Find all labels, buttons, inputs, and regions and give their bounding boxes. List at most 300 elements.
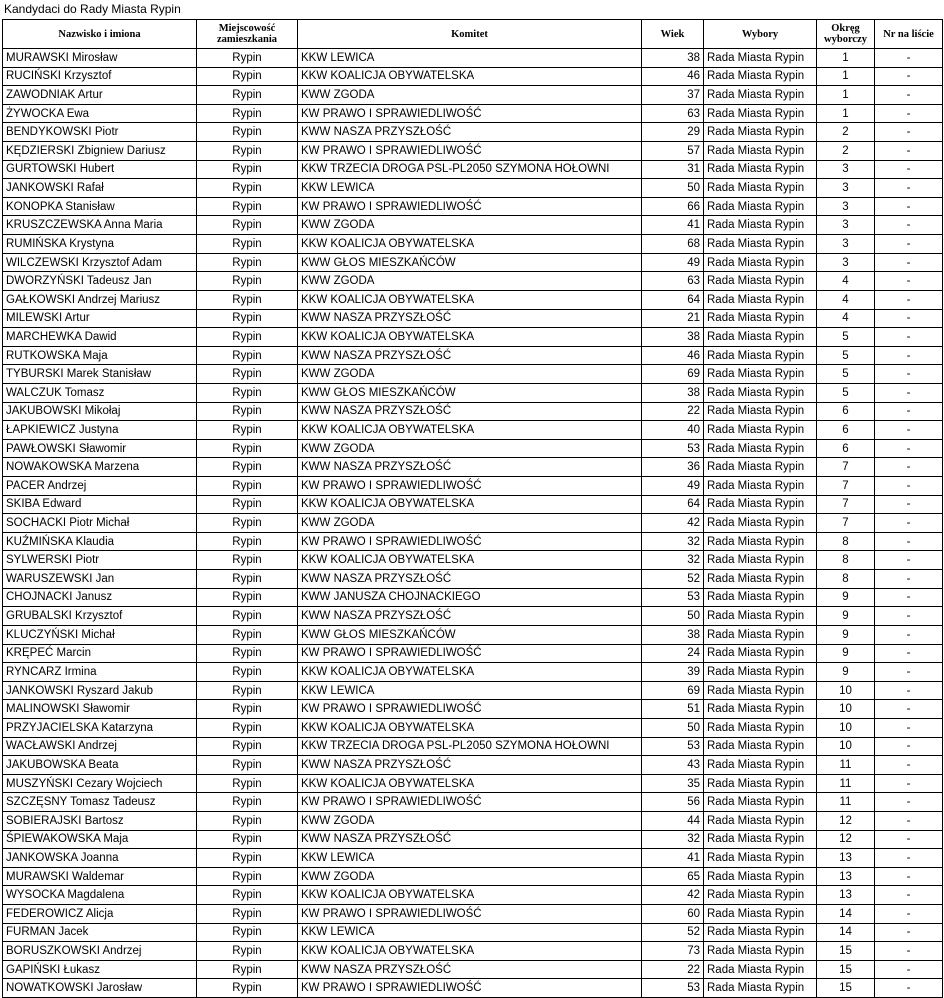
cell-name: JAKUBOWSKA Beata — [3, 756, 197, 775]
cell-name: BENDYKOWSKI Piotr — [3, 123, 197, 142]
table-row — [3, 756, 943, 775]
cell-district: 9 — [817, 644, 875, 663]
cell-district: 2 — [817, 123, 875, 142]
cell-district: 6 — [817, 421, 875, 440]
cell-city: Rypin — [197, 756, 298, 775]
cell-age: 22 — [642, 960, 704, 979]
cell-election: Rada Miasta Rypin — [704, 588, 817, 607]
cell-district: 11 — [817, 774, 875, 793]
header-city: Miejscowość zamieszkania — [197, 20, 298, 49]
cell-age: 40 — [642, 421, 704, 440]
cell-name: PACER Andrzej — [3, 477, 197, 496]
cell-city: Rypin — [197, 160, 298, 179]
cell-city: Rypin — [197, 67, 298, 86]
cell-name: KRĘPEĆ Marcin — [3, 644, 197, 663]
cell-election: Rada Miasta Rypin — [704, 197, 817, 216]
cell-committee: KKW LEWICA — [298, 681, 642, 700]
cell-district: 5 — [817, 328, 875, 347]
table-row — [3, 774, 943, 793]
cell-age: 69 — [642, 681, 704, 700]
cell-district: 10 — [817, 718, 875, 737]
cell-committee: KWW ZGODA — [298, 439, 642, 458]
cell-district: 7 — [817, 477, 875, 496]
cell-list-number: - — [875, 197, 943, 216]
cell-election: Rada Miasta Rypin — [704, 551, 817, 570]
cell-election: Rada Miasta Rypin — [704, 979, 817, 998]
cell-list-number: - — [875, 663, 943, 682]
cell-committee: KWW NASZA PRZYSZŁOŚĆ — [298, 346, 642, 365]
table-row — [3, 570, 943, 589]
cell-name: RYNCARZ Irmina — [3, 663, 197, 682]
candidates-table — [2, 19, 943, 998]
table-row — [3, 272, 943, 291]
cell-city: Rypin — [197, 923, 298, 942]
cell-name: FEDEROWICZ Alicja — [3, 905, 197, 924]
table-row — [3, 849, 943, 868]
cell-district: 7 — [817, 495, 875, 514]
table-row — [3, 309, 943, 328]
cell-age: 38 — [642, 383, 704, 402]
cell-election: Rada Miasta Rypin — [704, 570, 817, 589]
cell-city: Rypin — [197, 570, 298, 589]
cell-city: Rypin — [197, 458, 298, 477]
cell-age: 32 — [642, 830, 704, 849]
cell-district: 15 — [817, 960, 875, 979]
cell-city: Rypin — [197, 663, 298, 682]
cell-list-number: - — [875, 328, 943, 347]
table-row — [3, 421, 943, 440]
cell-city: Rypin — [197, 588, 298, 607]
table-row — [3, 67, 943, 86]
cell-district: 5 — [817, 383, 875, 402]
table-row — [3, 923, 943, 942]
header-committee: Komitet — [298, 20, 642, 49]
cell-name: MILEWSKI Artur — [3, 309, 197, 328]
table-row — [3, 886, 943, 905]
cell-committee: KWW NASZA PRZYSZŁOŚĆ — [298, 309, 642, 328]
cell-committee: KWW ZGODA — [298, 867, 642, 886]
cell-election: Rada Miasta Rypin — [704, 253, 817, 272]
cell-name: FURMAN Jacek — [3, 923, 197, 942]
table-row — [3, 625, 943, 644]
cell-name: BORUSZKOWSKI Andrzej — [3, 942, 197, 961]
cell-election: Rada Miasta Rypin — [704, 383, 817, 402]
cell-age: 32 — [642, 551, 704, 570]
cell-election: Rada Miasta Rypin — [704, 439, 817, 458]
cell-age: 56 — [642, 793, 704, 812]
cell-committee: KWW NASZA PRZYSZŁOŚĆ — [298, 458, 642, 477]
cell-age: 42 — [642, 886, 704, 905]
cell-election: Rada Miasta Rypin — [704, 104, 817, 123]
cell-district: 3 — [817, 197, 875, 216]
cell-list-number: - — [875, 830, 943, 849]
cell-age: 31 — [642, 160, 704, 179]
cell-district: 13 — [817, 867, 875, 886]
cell-list-number: - — [875, 774, 943, 793]
cell-city: Rypin — [197, 383, 298, 402]
cell-election: Rada Miasta Rypin — [704, 960, 817, 979]
cell-age: 43 — [642, 756, 704, 775]
cell-age: 50 — [642, 179, 704, 198]
table-row — [3, 700, 943, 719]
cell-list-number: - — [875, 235, 943, 254]
table-row — [3, 681, 943, 700]
cell-age: 50 — [642, 607, 704, 626]
cell-committee: KKW KOALICJA OBYWATELSKA — [298, 718, 642, 737]
cell-name: SOCHACKI Piotr Michał — [3, 514, 197, 533]
table-row — [3, 905, 943, 924]
cell-list-number: - — [875, 979, 943, 998]
cell-committee: KKW KOALICJA OBYWATELSKA — [298, 235, 642, 254]
cell-name: MUSZYŃSKI Cezary Wojciech — [3, 774, 197, 793]
table-row — [3, 123, 943, 142]
cell-name: JANKOWSKI Ryszard Jakub — [3, 681, 197, 700]
cell-district: 7 — [817, 514, 875, 533]
cell-city: Rypin — [197, 495, 298, 514]
cell-city: Rypin — [197, 979, 298, 998]
cell-committee: KW PRAWO I SPRAWIEDLIWOŚĆ — [298, 142, 642, 161]
header-election: Wybory — [704, 20, 817, 49]
cell-committee: KW PRAWO I SPRAWIEDLIWOŚĆ — [298, 197, 642, 216]
table-row — [3, 514, 943, 533]
cell-age: 29 — [642, 123, 704, 142]
cell-election: Rada Miasta Rypin — [704, 700, 817, 719]
cell-city: Rypin — [197, 681, 298, 700]
cell-age: 69 — [642, 365, 704, 384]
cell-committee: KW PRAWO I SPRAWIEDLIWOŚĆ — [298, 644, 642, 663]
header-name: Nazwisko i imiona — [3, 20, 197, 49]
cell-district: 10 — [817, 681, 875, 700]
cell-district: 13 — [817, 886, 875, 905]
cell-city: Rypin — [197, 402, 298, 421]
cell-district: 1 — [817, 49, 875, 68]
cell-election: Rada Miasta Rypin — [704, 905, 817, 924]
cell-committee: KWW ZGODA — [298, 811, 642, 830]
cell-age: 64 — [642, 290, 704, 309]
cell-committee: KWW GŁOS MIESZKAŃCÓW — [298, 383, 642, 402]
cell-name: GURTOWSKI Hubert — [3, 160, 197, 179]
cell-list-number: - — [875, 365, 943, 384]
cell-election: Rada Miasta Rypin — [704, 346, 817, 365]
cell-city: Rypin — [197, 830, 298, 849]
cell-district: 3 — [817, 179, 875, 198]
cell-district: 1 — [817, 104, 875, 123]
cell-list-number: - — [875, 532, 943, 551]
cell-committee: KKW TRZECIA DROGA PSL-PL2050 SZYMONA HOŁOWNI — [298, 737, 642, 756]
cell-age: 36 — [642, 458, 704, 477]
cell-list-number: - — [875, 756, 943, 775]
cell-district: 8 — [817, 570, 875, 589]
cell-age: 49 — [642, 253, 704, 272]
table-row — [3, 811, 943, 830]
cell-committee: KWW NASZA PRZYSZŁOŚĆ — [298, 756, 642, 775]
table-row — [3, 532, 943, 551]
cell-list-number: - — [875, 104, 943, 123]
cell-election: Rada Miasta Rypin — [704, 774, 817, 793]
header-row — [3, 20, 943, 49]
table-row — [3, 718, 943, 737]
cell-age: 65 — [642, 867, 704, 886]
cell-committee: KKW KOALICJA OBYWATELSKA — [298, 421, 642, 440]
header-list-number: Nr na liście — [875, 20, 943, 49]
cell-election: Rada Miasta Rypin — [704, 849, 817, 868]
cell-list-number: - — [875, 495, 943, 514]
cell-city: Rypin — [197, 849, 298, 868]
cell-committee: KKW KOALICJA OBYWATELSKA — [298, 942, 642, 961]
cell-name: JANKOWSKA Joanna — [3, 849, 197, 868]
cell-election: Rada Miasta Rypin — [704, 179, 817, 198]
cell-list-number: - — [875, 867, 943, 886]
cell-city: Rypin — [197, 421, 298, 440]
cell-age: 50 — [642, 718, 704, 737]
cell-list-number: - — [875, 49, 943, 68]
cell-committee: KKW LEWICA — [298, 849, 642, 868]
table-row — [3, 793, 943, 812]
table-row — [3, 160, 943, 179]
cell-age: 53 — [642, 737, 704, 756]
cell-election: Rada Miasta Rypin — [704, 663, 817, 682]
cell-list-number: - — [875, 160, 943, 179]
cell-election: Rada Miasta Rypin — [704, 86, 817, 105]
table-row — [3, 960, 943, 979]
cell-committee: KKW KOALICJA OBYWATELSKA — [298, 663, 642, 682]
cell-city: Rypin — [197, 142, 298, 161]
cell-age: 64 — [642, 495, 704, 514]
cell-committee: KWW ZGODA — [298, 514, 642, 533]
table-row — [3, 830, 943, 849]
cell-city: Rypin — [197, 290, 298, 309]
table-row — [3, 253, 943, 272]
cell-name: KLUCZYŃSKI Michał — [3, 625, 197, 644]
cell-committee: KKW LEWICA — [298, 179, 642, 198]
table-row — [3, 49, 943, 68]
cell-district: 4 — [817, 272, 875, 291]
cell-committee: KWW JANUSZA CHOJNACKIEGO — [298, 588, 642, 607]
cell-age: 35 — [642, 774, 704, 793]
cell-committee: KWW ZGODA — [298, 272, 642, 291]
cell-city: Rypin — [197, 253, 298, 272]
cell-name: CHOJNACKI Janusz — [3, 588, 197, 607]
header-age: Wiek — [642, 20, 704, 49]
cell-list-number: - — [875, 551, 943, 570]
cell-election: Rada Miasta Rypin — [704, 49, 817, 68]
cell-district: 13 — [817, 849, 875, 868]
cell-list-number: - — [875, 216, 943, 235]
cell-list-number: - — [875, 421, 943, 440]
cell-name: WALCZUK Tomasz — [3, 383, 197, 402]
cell-list-number: - — [875, 718, 943, 737]
cell-city: Rypin — [197, 272, 298, 291]
cell-district: 8 — [817, 532, 875, 551]
cell-committee: KW PRAWO I SPRAWIEDLIWOŚĆ — [298, 532, 642, 551]
cell-city: Rypin — [197, 960, 298, 979]
cell-committee: KWW NASZA PRZYSZŁOŚĆ — [298, 607, 642, 626]
cell-election: Rada Miasta Rypin — [704, 514, 817, 533]
cell-age: 63 — [642, 272, 704, 291]
cell-district: 3 — [817, 160, 875, 179]
table-row — [3, 644, 943, 663]
cell-district: 4 — [817, 290, 875, 309]
cell-name: GAŁKOWSKI Andrzej Mariusz — [3, 290, 197, 309]
cell-age: 57 — [642, 142, 704, 161]
cell-city: Rypin — [197, 235, 298, 254]
cell-city: Rypin — [197, 49, 298, 68]
cell-election: Rada Miasta Rypin — [704, 607, 817, 626]
cell-name: MURAWSKI Waldemar — [3, 867, 197, 886]
cell-district: 3 — [817, 235, 875, 254]
cell-city: Rypin — [197, 514, 298, 533]
cell-city: Rypin — [197, 811, 298, 830]
cell-city: Rypin — [197, 365, 298, 384]
cell-district: 15 — [817, 942, 875, 961]
cell-district: 11 — [817, 756, 875, 775]
cell-district: 10 — [817, 700, 875, 719]
cell-list-number: - — [875, 625, 943, 644]
table-row — [3, 197, 943, 216]
cell-list-number: - — [875, 905, 943, 924]
cell-district: 11 — [817, 793, 875, 812]
cell-list-number: - — [875, 607, 943, 626]
table-row — [3, 104, 943, 123]
cell-city: Rypin — [197, 700, 298, 719]
cell-list-number: - — [875, 811, 943, 830]
cell-city: Rypin — [197, 607, 298, 626]
table-row — [3, 588, 943, 607]
cell-district: 10 — [817, 737, 875, 756]
cell-city: Rypin — [197, 905, 298, 924]
cell-name: SZCZĘSNY Tomasz Tadeusz — [3, 793, 197, 812]
cell-committee: KW PRAWO I SPRAWIEDLIWOŚĆ — [298, 793, 642, 812]
cell-age: 46 — [642, 346, 704, 365]
table-row — [3, 365, 943, 384]
cell-list-number: - — [875, 290, 943, 309]
cell-election: Rada Miasta Rypin — [704, 309, 817, 328]
cell-election: Rada Miasta Rypin — [704, 718, 817, 737]
cell-name: TYBURSKI Marek Stanisław — [3, 365, 197, 384]
cell-election: Rada Miasta Rypin — [704, 272, 817, 291]
table-row — [3, 235, 943, 254]
table-row — [3, 86, 943, 105]
cell-list-number: - — [875, 737, 943, 756]
cell-name: WYSOCKA Magdalena — [3, 886, 197, 905]
cell-committee: KKW KOALICJA OBYWATELSKA — [298, 886, 642, 905]
cell-name: KĘDZIERSKI Zbigniew Dariusz — [3, 142, 197, 161]
cell-age: 52 — [642, 923, 704, 942]
cell-name: KRUSZCZEWSKA Anna Maria — [3, 216, 197, 235]
cell-committee: KWW GŁOS MIESZKAŃCÓW — [298, 625, 642, 644]
cell-list-number: - — [875, 588, 943, 607]
cell-city: Rypin — [197, 328, 298, 347]
cell-name: RUTKOWSKA Maja — [3, 346, 197, 365]
cell-name: ŚPIEWAKOWSKA Maja — [3, 830, 197, 849]
cell-district: 5 — [817, 365, 875, 384]
cell-name: SKIBA Edward — [3, 495, 197, 514]
cell-city: Rypin — [197, 123, 298, 142]
cell-name: SYLWERSKI Piotr — [3, 551, 197, 570]
table-row — [3, 142, 943, 161]
cell-list-number: - — [875, 272, 943, 291]
cell-age: 53 — [642, 979, 704, 998]
cell-election: Rada Miasta Rypin — [704, 681, 817, 700]
cell-district: 9 — [817, 625, 875, 644]
cell-age: 42 — [642, 514, 704, 533]
cell-election: Rada Miasta Rypin — [704, 365, 817, 384]
cell-city: Rypin — [197, 774, 298, 793]
cell-committee: KW PRAWO I SPRAWIEDLIWOŚĆ — [298, 477, 642, 496]
cell-city: Rypin — [197, 197, 298, 216]
cell-age: 24 — [642, 644, 704, 663]
cell-city: Rypin — [197, 737, 298, 756]
cell-age: 53 — [642, 588, 704, 607]
cell-committee: KKW KOALICJA OBYWATELSKA — [298, 328, 642, 347]
cell-election: Rada Miasta Rypin — [704, 532, 817, 551]
table-row — [3, 942, 943, 961]
cell-name: DWORZYŃSKI Tadeusz Jan — [3, 272, 197, 291]
cell-age: 68 — [642, 235, 704, 254]
cell-list-number: - — [875, 142, 943, 161]
cell-list-number: - — [875, 67, 943, 86]
cell-election: Rada Miasta Rypin — [704, 756, 817, 775]
cell-city: Rypin — [197, 625, 298, 644]
table-row — [3, 607, 943, 626]
cell-age: 38 — [642, 49, 704, 68]
cell-district: 14 — [817, 923, 875, 942]
table-row — [3, 867, 943, 886]
cell-committee: KWW NASZA PRZYSZŁOŚĆ — [298, 402, 642, 421]
cell-list-number: - — [875, 942, 943, 961]
cell-district: 14 — [817, 905, 875, 924]
cell-list-number: - — [875, 700, 943, 719]
cell-name: JANKOWSKI Rafał — [3, 179, 197, 198]
cell-committee: KKW LEWICA — [298, 49, 642, 68]
table-row — [3, 663, 943, 682]
cell-election: Rada Miasta Rypin — [704, 216, 817, 235]
cell-district: 9 — [817, 663, 875, 682]
cell-election: Rada Miasta Rypin — [704, 235, 817, 254]
table-row — [3, 179, 943, 198]
cell-name: WILCZEWSKI Krzysztof Adam — [3, 253, 197, 272]
cell-city: Rypin — [197, 179, 298, 198]
cell-election: Rada Miasta Rypin — [704, 737, 817, 756]
cell-district: 3 — [817, 216, 875, 235]
table-row — [3, 439, 943, 458]
cell-age: 38 — [642, 328, 704, 347]
cell-committee: KW PRAWO I SPRAWIEDLIWOŚĆ — [298, 700, 642, 719]
cell-name: MALINOWSKI Sławomir — [3, 700, 197, 719]
cell-election: Rada Miasta Rypin — [704, 830, 817, 849]
cell-list-number: - — [875, 439, 943, 458]
cell-election: Rada Miasta Rypin — [704, 811, 817, 830]
cell-committee: KWW NASZA PRZYSZŁOŚĆ — [298, 830, 642, 849]
table-row — [3, 346, 943, 365]
cell-district: 4 — [817, 309, 875, 328]
cell-city: Rypin — [197, 942, 298, 961]
cell-age: 21 — [642, 309, 704, 328]
cell-name: SOBIERAJSKI Bartosz — [3, 811, 197, 830]
cell-list-number: - — [875, 514, 943, 533]
cell-list-number: - — [875, 960, 943, 979]
cell-city: Rypin — [197, 86, 298, 105]
cell-list-number: - — [875, 309, 943, 328]
cell-city: Rypin — [197, 867, 298, 886]
cell-city: Rypin — [197, 477, 298, 496]
cell-name: RUMIŃSKA Krystyna — [3, 235, 197, 254]
cell-name: PAWŁOWSKI Sławomir — [3, 439, 197, 458]
cell-election: Rada Miasta Rypin — [704, 123, 817, 142]
cell-age: 41 — [642, 849, 704, 868]
cell-age: 22 — [642, 402, 704, 421]
cell-city: Rypin — [197, 104, 298, 123]
